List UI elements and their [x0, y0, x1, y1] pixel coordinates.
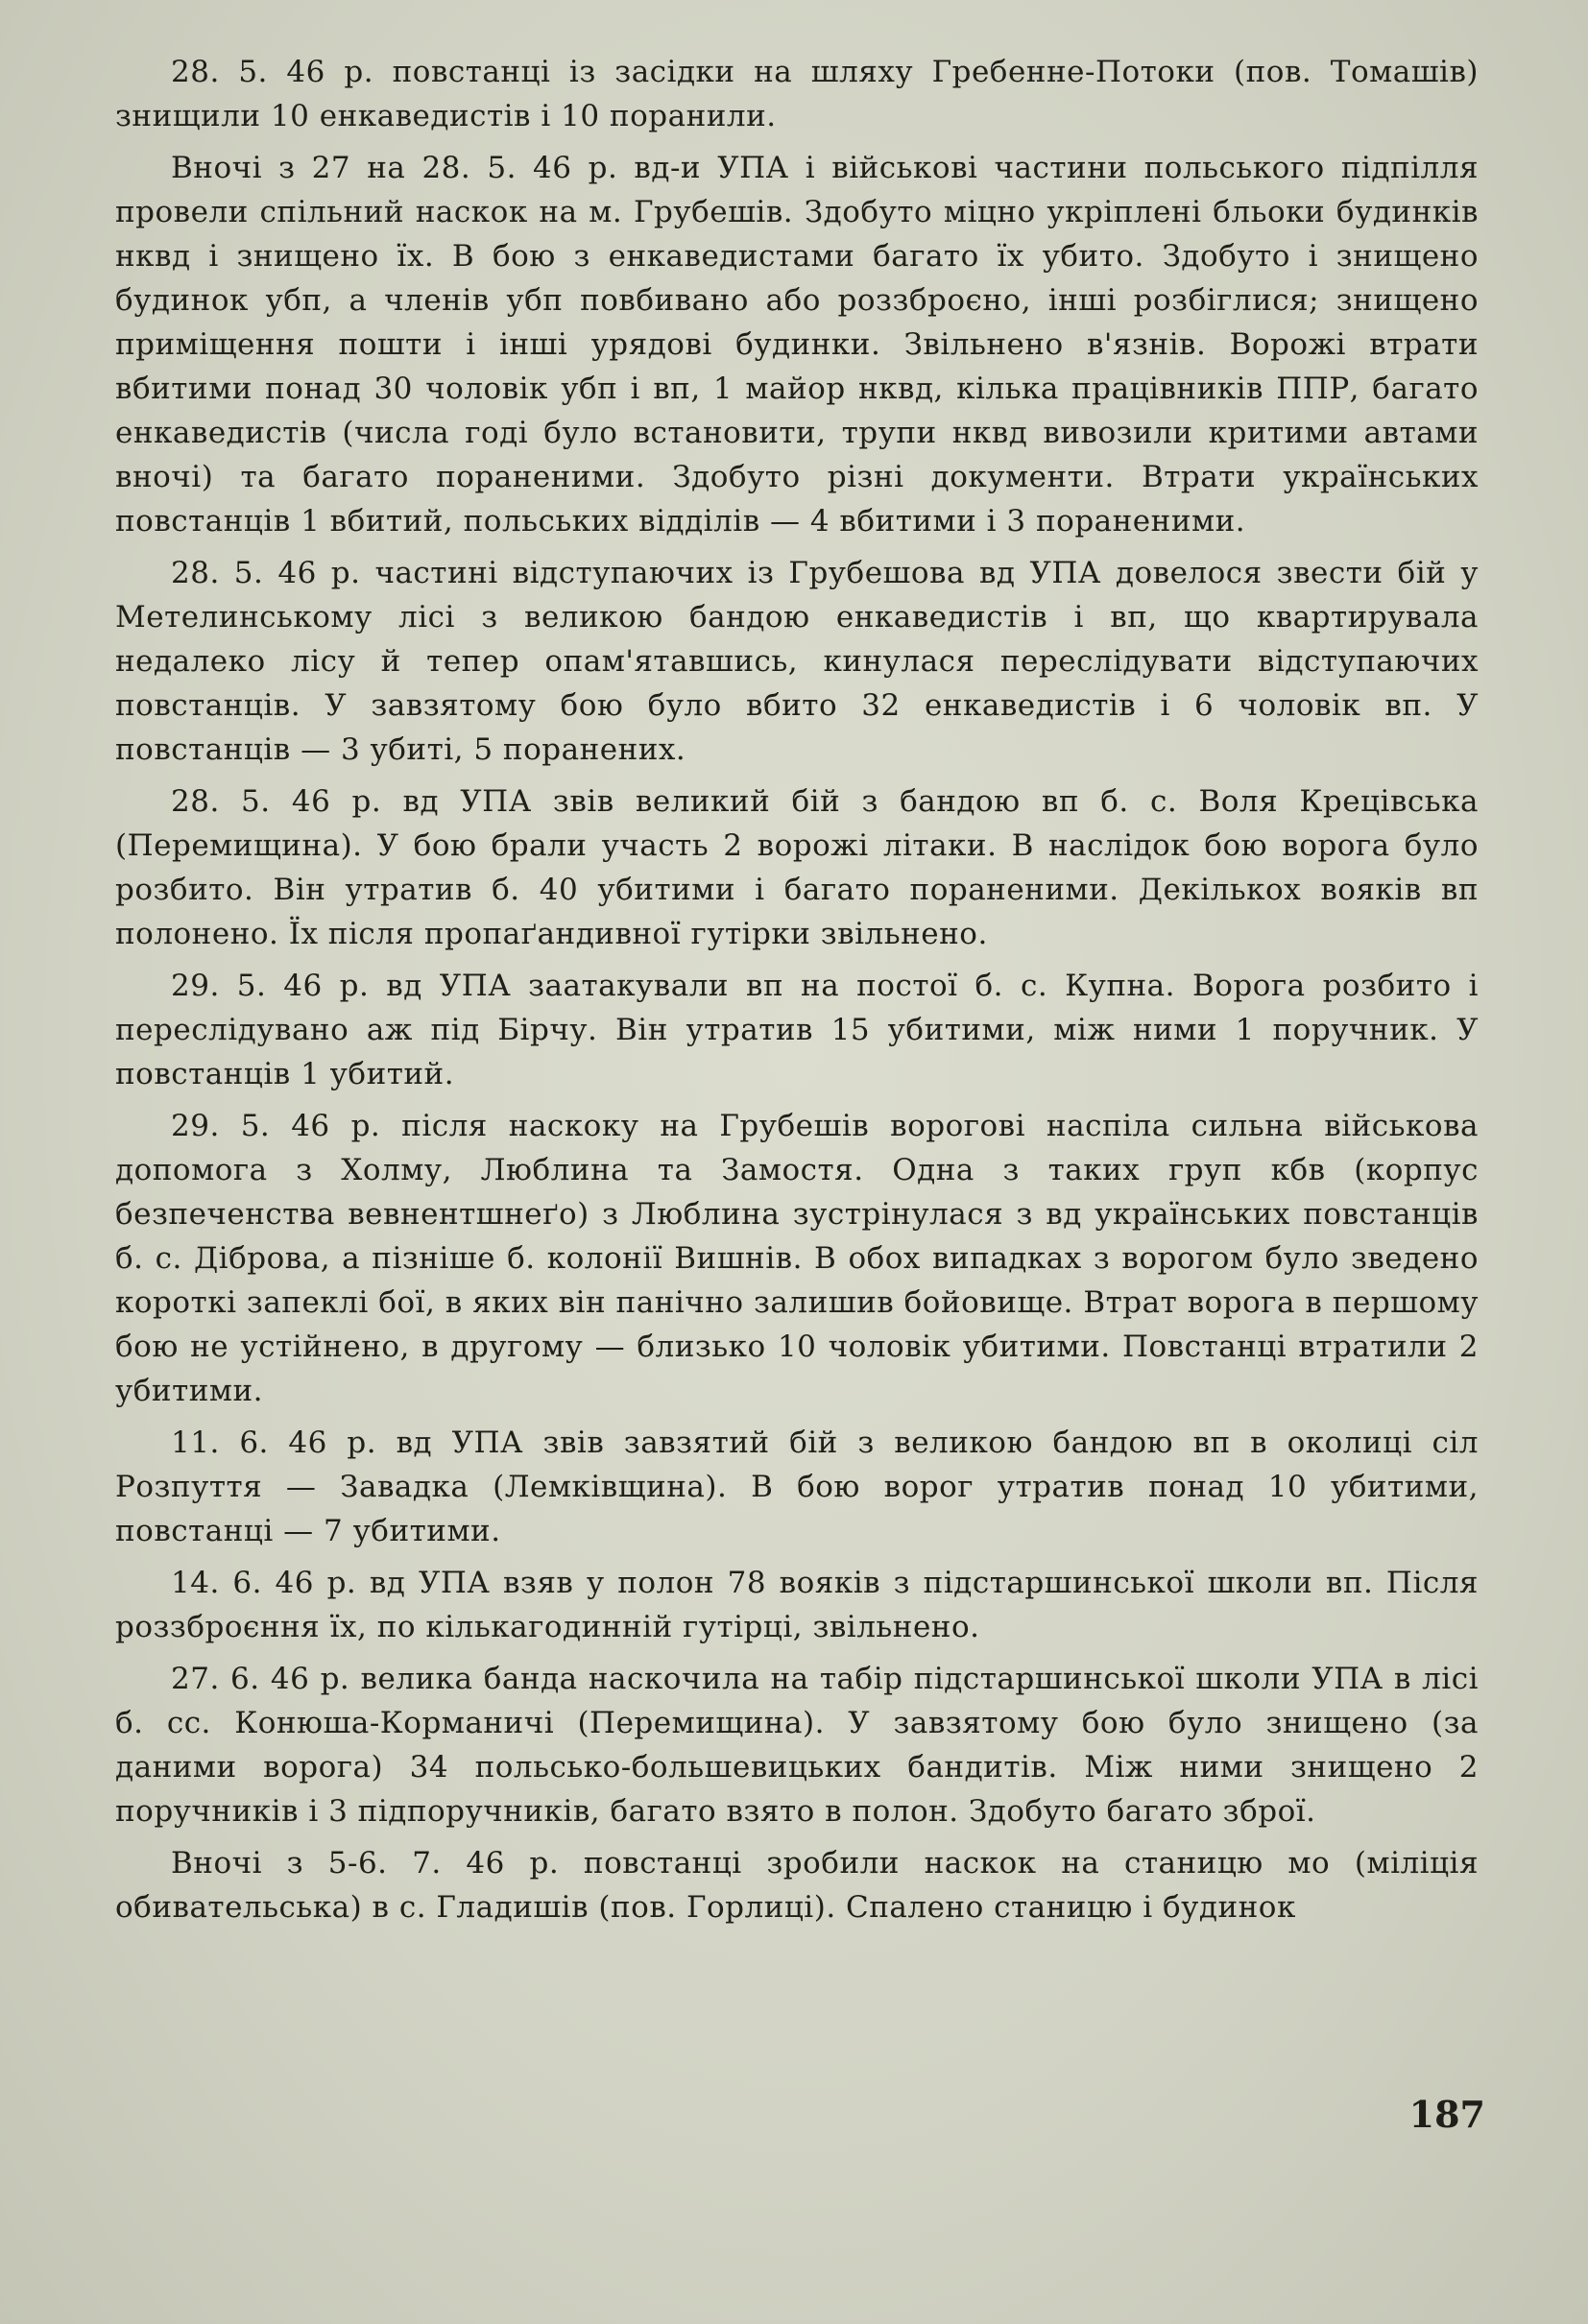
paragraph-1: 28. 5. 46 р. повстанці із засідки на шляху Гребенне-Потоки (пов. Томашів) знищили 10 енкаведистів і 10 поранили.	[115, 55, 1479, 133]
paragraph-9: 27. 6. 46 р. велика банда наскочила на табір підстаршинської школи УПА в лісі б. сс. Конюша-Корманичі (Перемищина). У завзятому бою було знищено (за даними ворога) 34 польсько-большевицьких бандитів. Між ними знищено 2 поручників і 3 підпоручників, багато взято в полон. Здобуто багато зброї.	[115, 1662, 1479, 1829]
body-text	[115, 50, 1479, 1937]
paragraph-10: Вночі з 5-6. 7. 46 р. повстанці зробили наскок на станицю мо (міліція обивательська) в с. Гладишів (пов. Горлиці). Спалено станицю і будинок	[115, 1846, 1479, 1925]
paragraph-2: Вночі з 27 на 28. 5. 46 р. вд-и УПА і військові частини польського підпілля провели спільний наскок на м. Грубешів. Здобуто міцно укріплені бльоки будинків нквд і знищено їх. В бою з енкаведистами багато їх убито. Здобуто і знищено будинок убп, а членів убп повбивано або роззброєно, інші розбіглися; знищено приміщення пошти і інші урядові будинки. Звільнено в'язнів. Ворожі втрати вбитими понад 30 чоловік убп і вп, 1 майор нквд, кілька працівників ППР, багато енкаведистів (числа годі було встановити, трупи нквд вивозили критими автами вночі) та багато пораненими. Здобуто різні документи. Втрати українських повстанців 1 вбитий, польських відділів — 4 вбитими і 3 пораненими.	[115, 151, 1479, 539]
paragraph-3: 28. 5. 46 р. частині відступаючих із Грубешова вд УПА довелося звести бій у Метелинському лісі з великою бандою енкаведистів і вп, що квартирувала недалеко лісу й тепер опам'ятавшись, кинулася переслідувати відступаючих повстанців. У завзятому бою було вбито 32 енкаведистів і 6 чоловік вп. У повстанців — 3 убиті, 5 поранених.	[115, 556, 1479, 767]
paragraph-8: 14. 6. 46 р. вд УПА взяв у полон 78 вояків з підстаршинської школи вп. Після роззброєння їх, по кількагодинній гутірці, звільнено.	[115, 1566, 1479, 1644]
paragraph-4: 28. 5. 46 р. вд УПА звів великий бій з бандою вп б. с. Воля Крецівська (Перемищина). У бою брали участь 2 ворожі літаки. В наслідок бою ворога було розбито. Він утратив б. 40 убитими і багато пораненими. Декількох вояків вп полонено. Їх після пропаґандивної гутірки звільнено.	[115, 784, 1479, 951]
paragraph-6: 29. 5. 46 р. після наскоку на Грубешів ворогові наспіла сильна військова допомога з Холму, Люблина та Замостя. Одна з таких груп кбв (корпус безпеченства вевнентшнеґо) з Люблина зустрінулася з вд українських повстанців б. с. Діброва, а пізніше б. колонії Вишнів. В обох випадках з ворогом було зведено короткі запеклі бої, в яких він панічно залишив бойовище. Втрат ворога в першому бою не устійнено, в другому — близько 10 чоловік убитими. Повстанці втратили 2 убитими.	[115, 1109, 1479, 1408]
paragraph-5: 29. 5. 46 р. вд УПА заатакували вп на постої б. с. Купна. Ворога розбито і переслідувано аж під Бірчу. Він утратив 15 убитими, між ними 1 поручник. У повстанців 1 убитий.	[115, 969, 1479, 1091]
paragraph-7: 11. 6. 46 р. вд УПА звів завзятий бій з великою бандою вп в околиці сіл Розпуття — Завадка (Лемківщина). В бою ворог утратив понад 10 убитими, повстанці — 7 убитими.	[115, 1426, 1479, 1548]
page-number: 187	[1408, 2093, 1485, 2136]
